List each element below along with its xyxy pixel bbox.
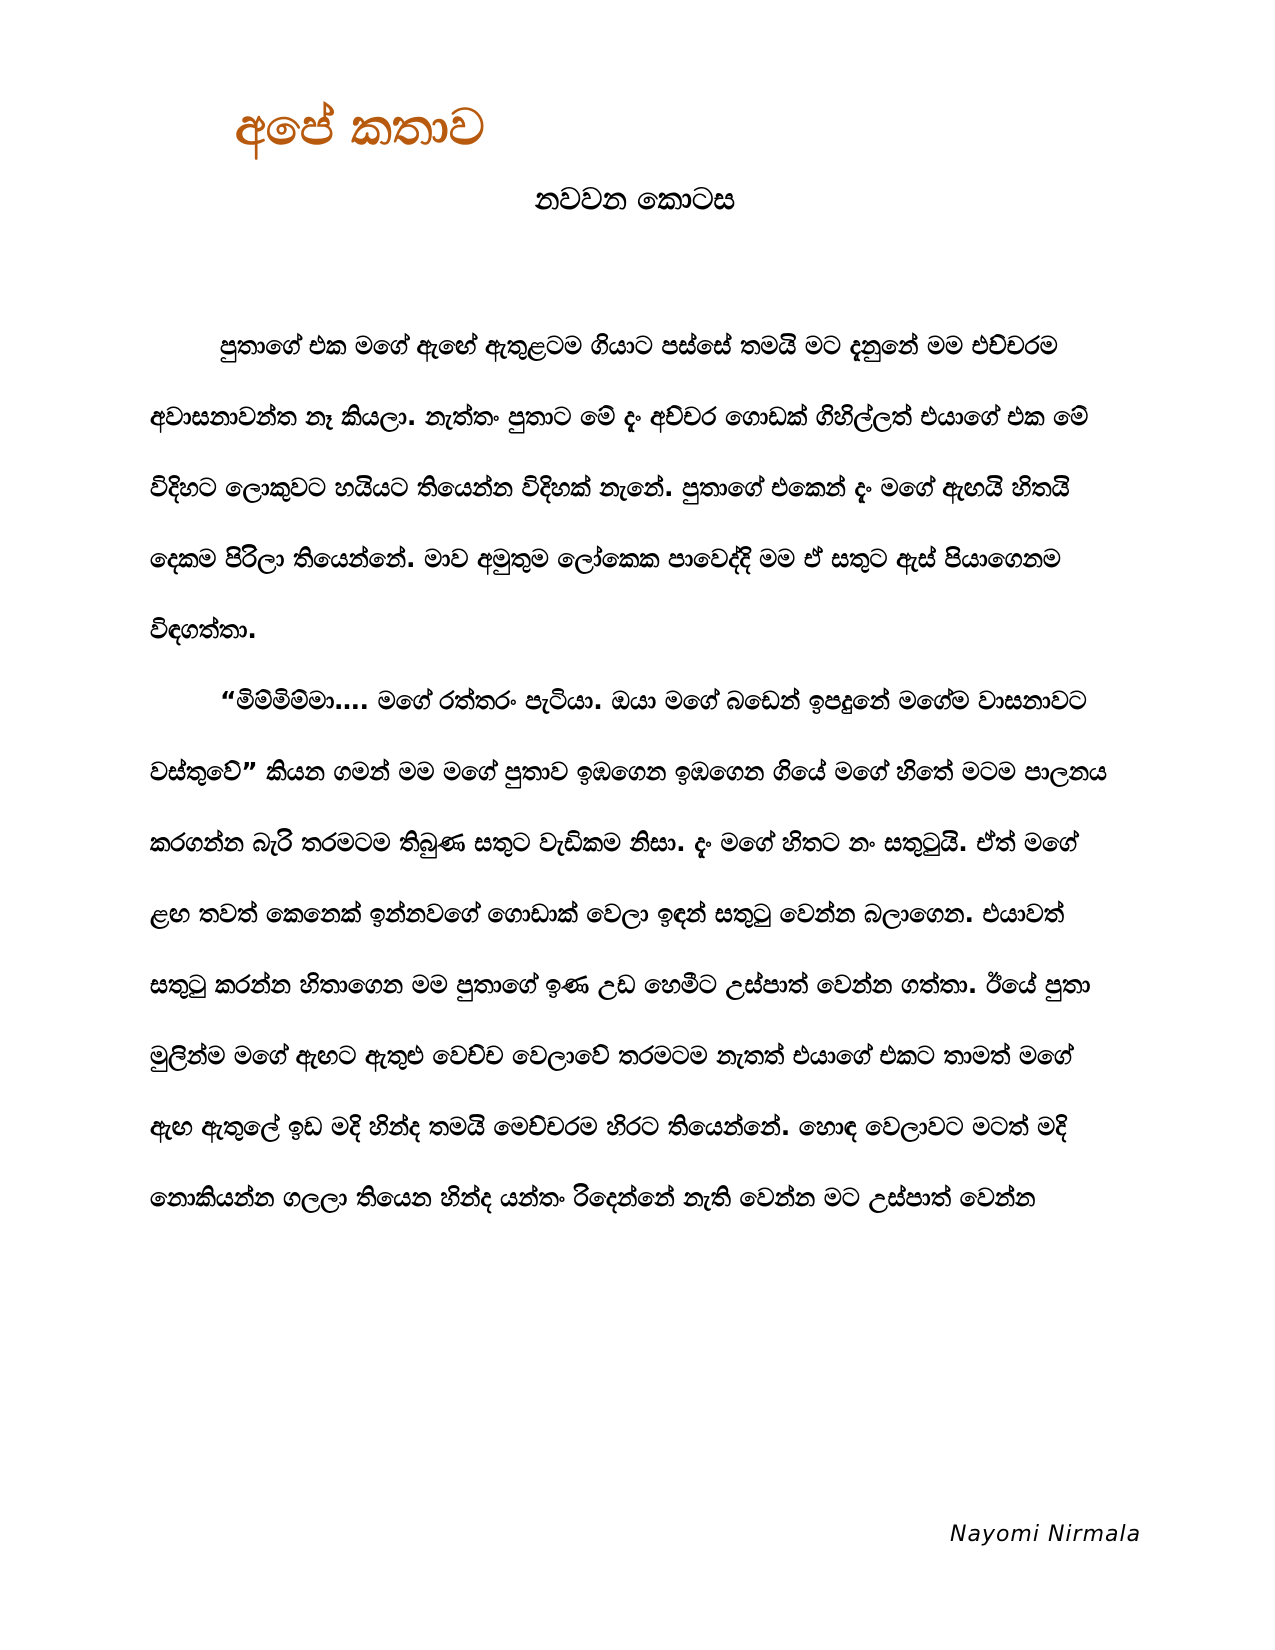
author-signature: Nayomi Nirmala xyxy=(950,1522,1142,1547)
paragraph-1: පුතාගේ එක මගේ ඇඟේ ඇතුළටම ගියාට පස්සේ තමයි මට දැනුනේ මම එච්චරම අවාසනාවන්ත නෑ කියලා. නැත්තං පුතාට මේ දැං අච්චර ගොඩක් ගිහිල්ලත් එයාගේ එක මේ විදිහට ලොකුවට හයියට තියෙන්න විදිහක් නැනේ. පුතාගේ එකෙන් දැං මගේ ඇඟයි හිතයි දෙකම පිරිලා තියෙන්නේ. මාව අමුතුම ලෝකෙක පාවෙද්දි මම ඒ සතුට ඇස් පියාගෙනම විඳගත්තා. xyxy=(150,331,1089,644)
story-title: අපේ කතාව xyxy=(235,98,485,156)
paragraph-2: “මිම්මිම්මා…. මගේ රත්තරං පැටියා. ඔයා මගේ බඩෙන් ඉපදුනේ මගේම වාසනාවට වස්තුවේ” කියන ගමන් මම මගේ පුතාව ඉඹගෙන ඉඹගෙන ගියේ මගේ හිතේ මටම පාලනය කරගන්න බැරි තරමටම තිබුණ සතුට වැඩිකම නිසා. දැං මගේ හිතට නං සතුටුයි. ඒත් මගේ ළඟ තවත් කෙනෙක් ඉන්නවගේ ගොඩාක් වෙලා ඉඳන් සතුටු වෙන්න බලාගෙන. එයාවත් සතුටු කරන්න හිතාගෙන මම පුතාගේ ඉණ උඩ හෙමීට උස්පාත් වෙන්න ගත්තා. ඊයේ පුතා මුලින්ම මගේ ඇඟට ඇතුළු වෙච්ච වෙලාවේ තරමටම නැතත් එයාගේ එකට තාමත් මගේ ඇඟ ඇතුලේ ඉඩ මදි හින්ද තමයි මෙච්චරම හිරට තියෙන්නේ. හොඳ වෙලාවට මටත් මදි නොකියන්න ගලලා තියෙන හින්ද යන්තං රිදෙන්නේ නැති වෙන්න මට උස්පාත් වෙන්න xyxy=(150,686,1108,1212)
story-body xyxy=(150,310,1110,1233)
chapter-subtitle: නවවන කොටස xyxy=(535,182,736,217)
